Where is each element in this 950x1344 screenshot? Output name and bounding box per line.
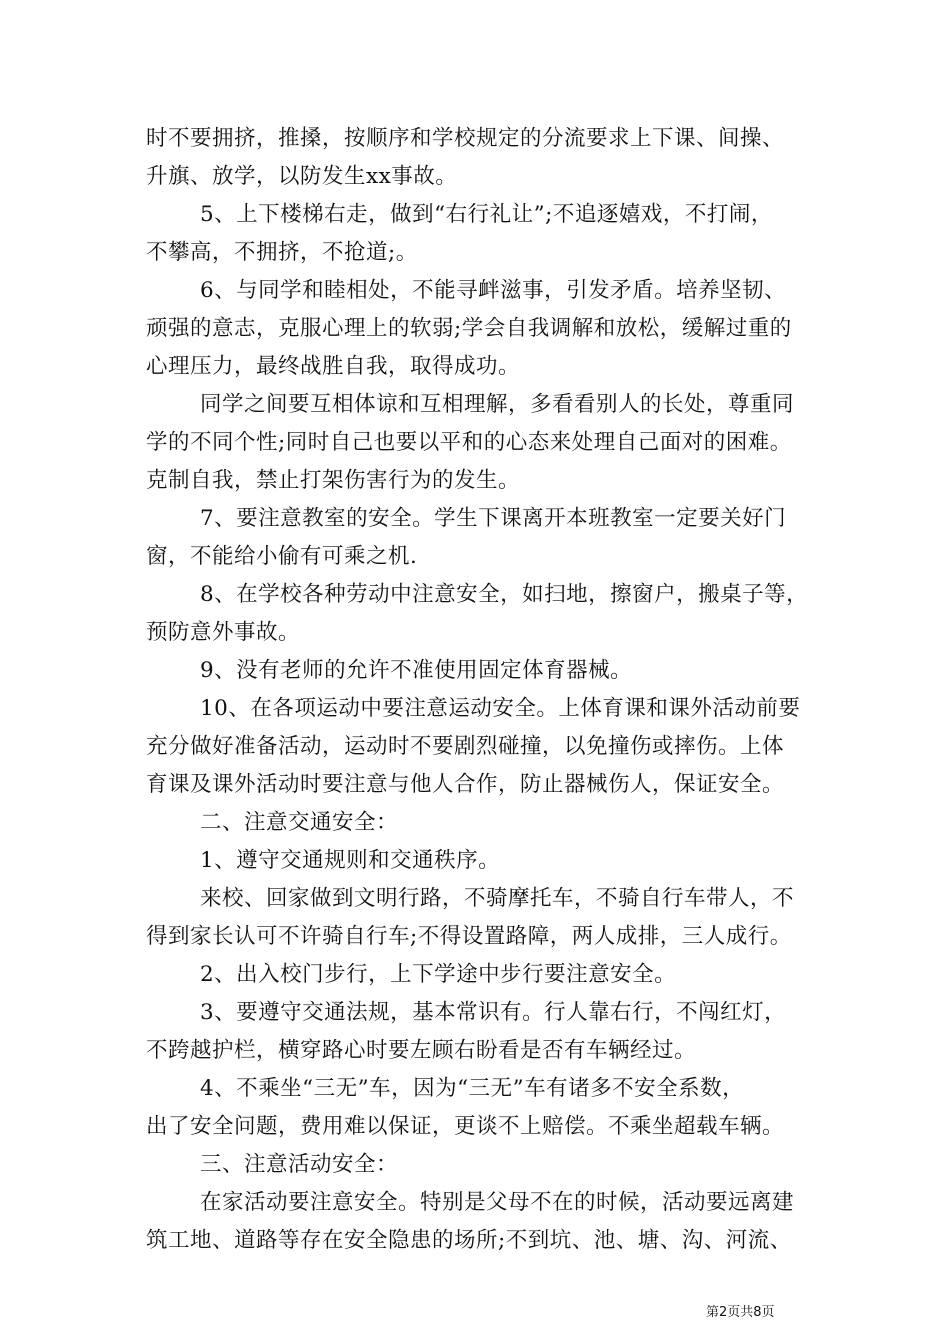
text-line: 同学之间要互相体谅和互相理解，多看看别人的长处，尊重同 — [200, 392, 795, 417]
text-line: 来校、回家做到文明行路，不骑摩托车，不骑自行车带人，不 — [200, 886, 795, 911]
text-line: 窗，不能给小偷有可乘之机. — [146, 544, 418, 569]
text-line: 在家活动要注意安全。特别是父母不在的时候，活动要远离建 — [200, 1190, 795, 1215]
text-line: 2、出入校门步行，上下学途中步行要注意安全。 — [200, 962, 677, 987]
section-heading: 二、注意交通安全： — [200, 810, 399, 835]
text-line: 10、在各项运动中要注意运动安全。上体育课和课外活动前要 — [200, 696, 801, 721]
text-line: 9、没有老师的允许不准使用固定体育器械。 — [200, 658, 633, 683]
text-line: 顽强的意志，克服心理上的软弱;学会自我调解和放松，缓解过重的 — [146, 316, 792, 341]
text-line: 学的不同个性;同时自己也要以平和的心态来处理自己面对的困难。 — [146, 430, 792, 455]
text-line: 1、遵守交通规则和交通秩序。 — [200, 848, 501, 873]
text-line: 筑工地、道路等存在安全隐患的场所;不到坑、池、塘、沟、河流、 — [146, 1228, 792, 1253]
text-line: 充分做好准备活动，运动时不要剧烈碰撞，以免撞伤或摔伤。上体 — [146, 734, 785, 759]
text-line: 预防意外事故。 — [146, 620, 301, 645]
text-line: 3、要遵守交通法规，基本常识有。行人靠右行，不闯红灯， — [200, 1000, 787, 1025]
text-line: 时不要拥挤，推搡，按顺序和学校规定的分流要求上下课、间操、 — [146, 126, 785, 151]
text-line: 得到家长认可不许骑自行车;不得设置路障，两人成排，三人成行。 — [146, 924, 792, 949]
text-line: 不跨越护栏，横穿路心时要左顾右盼看是否有车辆经过。 — [146, 1038, 697, 1063]
text-line: 不攀高，不拥挤，不抢道;。 — [146, 240, 418, 265]
text-line: 8、在学校各种劳动中注意安全，如扫地，擦窗户，搬桌子等， — [200, 582, 809, 607]
text-line: 克制自我，禁止打架伤害行为的发生。 — [146, 468, 521, 493]
text-line: 6、与同学和睦相处，不能寻衅滋事，引发矛盾。培养坚韧、 — [200, 278, 787, 303]
text-line: 7、要注意教室的安全。学生下课离开本班教室一定要关好门 — [200, 506, 787, 531]
section-heading: 三、注意活动安全： — [200, 1152, 399, 1177]
text-line: 出了安全问题，费用难以保证，更谈不上赔偿。不乘坐超载车辆。 — [146, 1114, 785, 1139]
text-line: 升旗、放学，以防发生xx事故。 — [146, 164, 458, 189]
text-line: 心理压力，最终战胜自我，取得成功。 — [146, 354, 521, 379]
text-line: 4、不乘坐“三无”车，因为“三无”车有诸多不安全系数， — [200, 1076, 745, 1101]
page-number: 第2页共8页 — [706, 1305, 775, 1320]
text-line: 5、上下楼梯右走，做到“右行礼让”;不追逐嬉戏，不打闹， — [200, 202, 773, 227]
text-line: 育课及课外活动时要注意与他人合作，防止器械伤人，保证安全。 — [146, 772, 785, 797]
